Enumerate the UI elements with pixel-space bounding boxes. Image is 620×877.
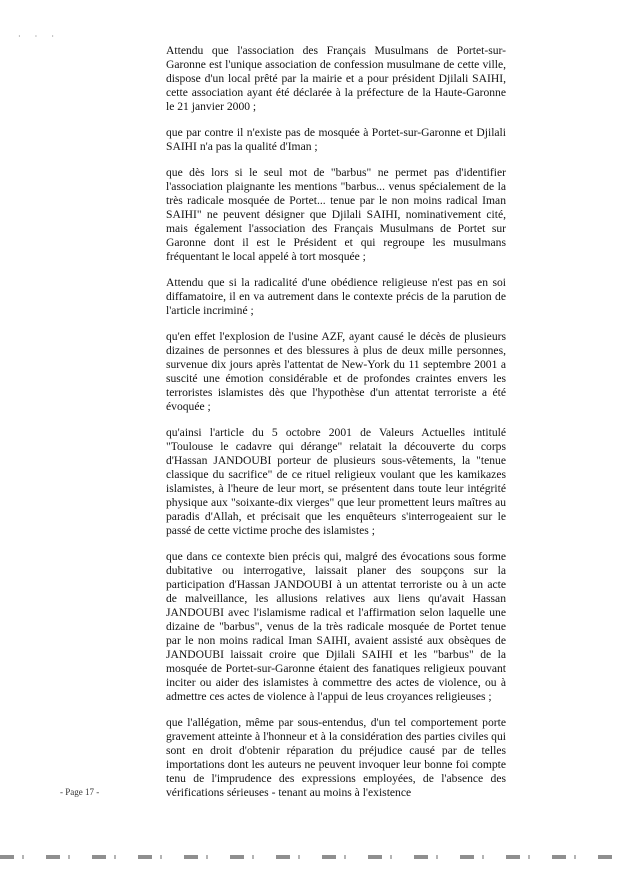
scan-artifact-dots: · · · — [18, 32, 60, 41]
body-text — [166, 44, 506, 812]
paragraph-8: que l'allégation, même par sous-entendus, d'un tel comportement porte gravement atteinte à l'honneur et à la considération des parties civiles qui sont en droit d'obtenir réparation du préjudice causé par de telles importations dont les auteurs ne peuvent invoquer leur bonne foi compte tenu de l'imprudence des expressions employées, de l'absence des vérifications sérieuses - tenant au moins à l'existence — [166, 716, 506, 799]
paragraph-3: que dès lors si le seul mot de "barbus" ne permet pas d'identifier l'association plaignante les mentions "barbus... venus spécialement de la très radicale mosquée de Portet... tenue par le non moins radical Iman SAIHI" ne peuvent désigner que Djilali SAIHI, nominativement cité, mais également l'association des Français Musulmans de Portet sur Garonne dont il est le Président et qui regroupe les musulmans fréquentant le local appelé à tort mosquée ; — [166, 166, 506, 263]
paragraph-4: Attendu que si la radicalité d'une obédience religieuse n'est pas en soi diffamatoire, il en va autrement dans le contexte précis de la parution de l'article incriminé ; — [166, 276, 506, 317]
page-number: - Page 17 - — [60, 787, 100, 797]
scan-artifact-line — [0, 855, 620, 859]
paragraph-7: que dans ce contexte bien précis qui, malgré des évocations sous forme dubitative ou interrogative, laissait planer des soupçons sur la participation d'Hassan JANDOUBI à un attentat terroriste ou à un acte de malveillance, les allusions relatives aux liens qu'avait Hassan JANDOUBI avec l'islamisme radical et l'affirmation selon laquelle une dizaine de "barbus", venus de la très radicale mosquée de Portet tenue par le non moins radical Iman SAIHI, avaient assisté aux obsèques de JANDOUBI laissait croire que Djilali SAIHI et les "barbus" de la mosquée de Portet-sur-Garonne étaient des fanatiques religieux pouvant inciter ou aider des islamistes à commettre des actes de violence, ou à admettre ces actes de violence à l'appui de leus croyances religieuses ; — [166, 550, 506, 703]
paragraph-2: que par contre il n'existe pas de mosquée à Portet-sur-Garonne et Djilali SAIHI n'a pas la qualité d'Iman ; — [166, 126, 506, 153]
paragraph-6: qu'ainsi l'article du 5 octobre 2001 de Valeurs Actuelles intitulé "Toulouse le cadavre qui dérange" relatait la découverte du corps d'Hassan JANDOUBI porteur de plusieurs sous-vêtements, la "tenue classique du sacrifice" de ce rituel religieux voulant que les kamikazes islamistes, à l'heure de leur mort, se présentent dans toute leur intégrité physique aux "soixante-dix vierges" que leur promettent leurs maîtres au paradis d'Allah, et précisait que les enquêteurs s'interrogeaient sur le passé de cette victime proche des islamistes ; — [166, 426, 506, 537]
paragraph-1: Attendu que l'association des Français Musulmans de Portet-sur-Garonne est l'unique association de confession musulmane de cette ville, dispose d'un local prêté par la mairie et a pour président Djilali SAIHI, cette association ayant été déclarée à la préfecture de la Haute-Garonne le 21 janvier 2000 ; — [166, 44, 506, 113]
paragraph-5: qu'en effet l'explosion de l'usine AZF, ayant causé le décès de plusieurs dizaines de personnes et des blessures à plus de deux mille personnes, survenue dix jours après l'attentat de New-York du 11 septembre 2001 a suscité une émotion considérable et de profondes craintes envers les terroristes islamistes dès que l'hypothèse d'un attentat terroriste a été évoquée ; — [166, 330, 506, 413]
